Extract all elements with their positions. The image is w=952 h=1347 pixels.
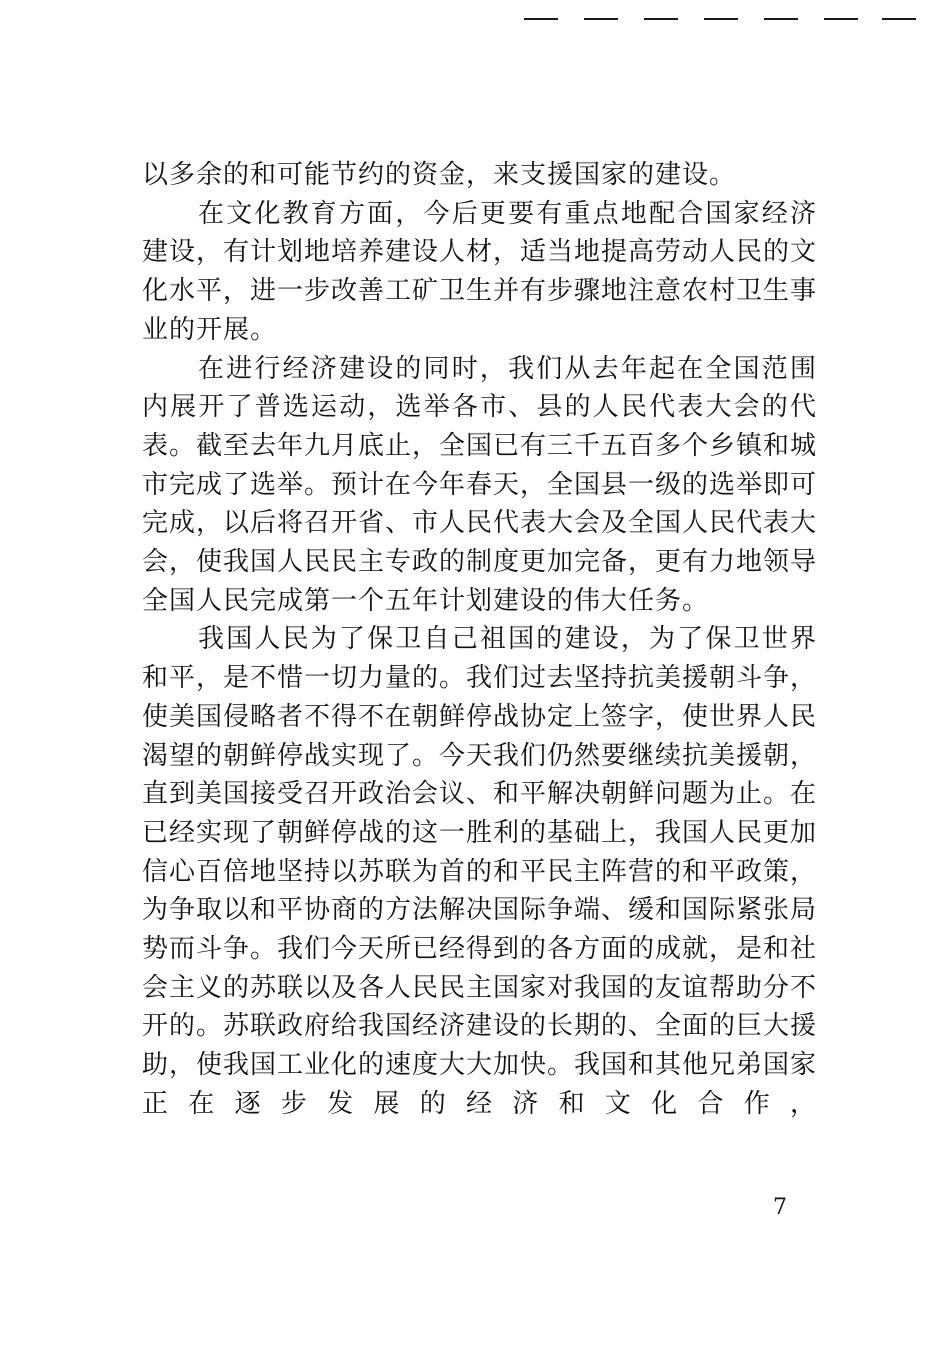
header-dash bbox=[584, 18, 618, 20]
paragraph: 我国人民为了保卫自己祖国的建设，为了保卫世界和平，是不惜一切力量的。我们过去坚持抗美援朝斗争，使美国侵略者不得不在朝鲜停战协定上签字，使世界人民渴望的朝鲜停战实现了。今天我们仍然要继续抗美援朝，直到美国接受召开政治会议、和平解决朝鲜问题为止。在已经实现了朝鲜停战的这一胜利的基础上，我国人民更加信心百倍地坚持以苏联为首的和平民主阵营的和平政策，为争取以和平协商的方法解决国际争端、缓和国际紧张局势而斗争。我们今天所已经得到的各方面的成就，是和社会主义的苏联以及各人民民主国家对我国的友谊帮助分不开的。苏联政府给我国经济建设的长期的、全面的巨大援助，使我国工业化的速度大大加快。我国和其他兄弟国家正在逐步发展的经济和文化合作， bbox=[142, 624, 818, 1119]
header-dash bbox=[882, 18, 916, 20]
paragraph: 在进行经济建设的同时，我们从去年起在全国范围内展开了普选运动，选举各市、县的人民代表大会的代表。截至去年九月底止，全国已有三千五百多个乡镇和城市完成了选举。预计在今年春天，全国县一级的选举即可完成，以后将召开省、市人民代表大会及全国人民代表大会，使我国人民民主专政的制度更加完备，更有力地领导全国人民完成第一个五年计划建设的伟大任务。 bbox=[142, 353, 818, 616]
header-dash bbox=[524, 18, 558, 20]
header-dash bbox=[824, 18, 858, 20]
header-dash bbox=[764, 18, 798, 20]
paragraph: 在文化教育方面，今后更要有重点地配合国家经济建设，有计划地培养建设人材，适当地提高劳动人民的文化水平，进一步改善工矿卫生并有步骤地注意农村卫生事业的开展。 bbox=[142, 198, 818, 345]
header-dash bbox=[704, 18, 738, 20]
page-number: 7 bbox=[773, 1195, 787, 1220]
header-dash bbox=[644, 18, 678, 20]
paragraph: 以多余的和可能节约的资金，来支援国家的建设。 bbox=[142, 160, 737, 190]
page-body bbox=[142, 156, 817, 1124]
running-header-rule bbox=[524, 4, 914, 38]
